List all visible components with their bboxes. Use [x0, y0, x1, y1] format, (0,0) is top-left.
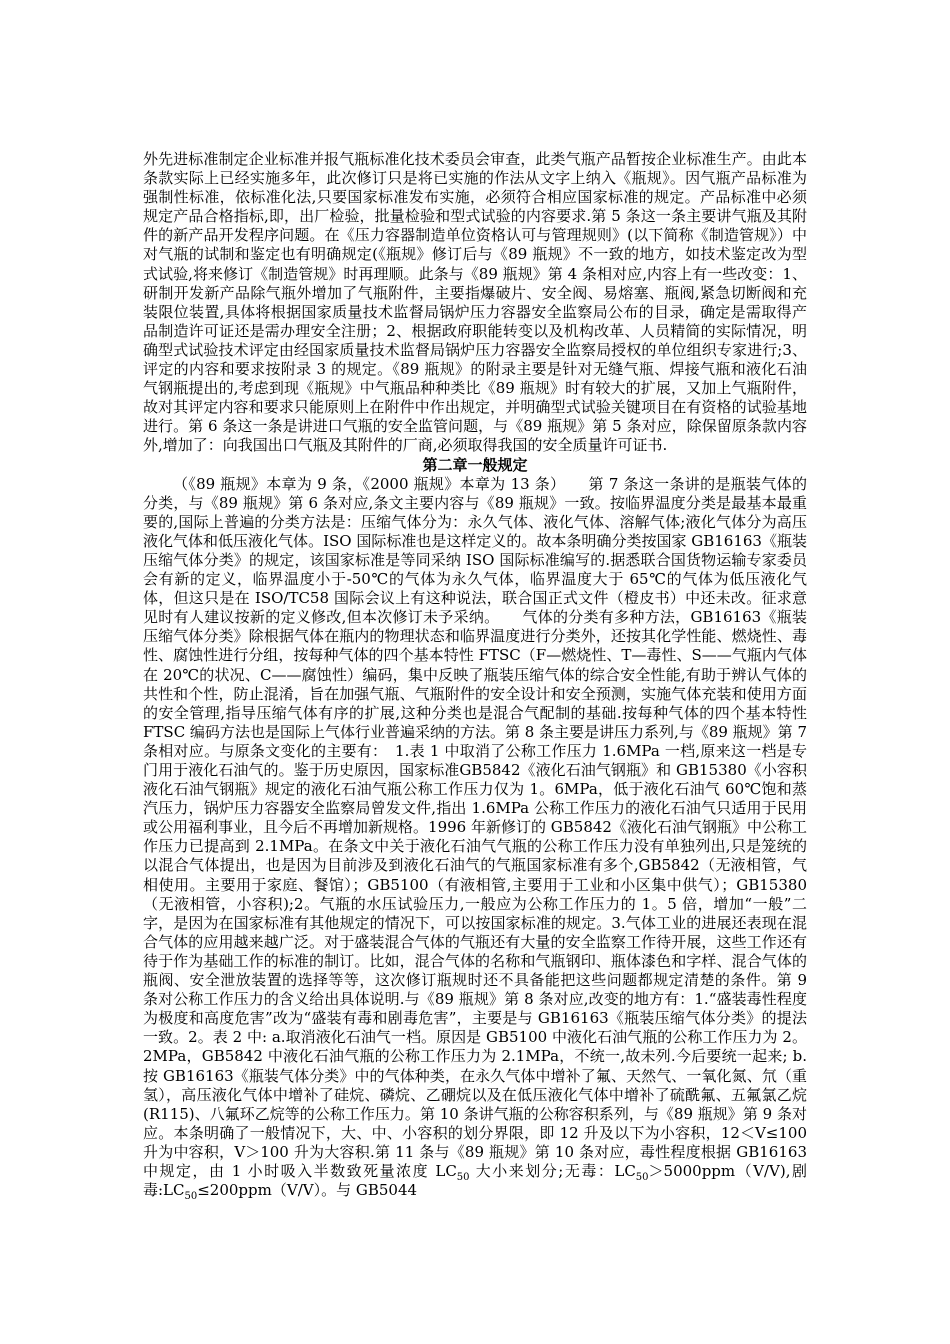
lc50-subscript-2: 50: [635, 1171, 649, 1183]
paragraph-2-text-c: ＞5000ppm（V/V),剧毒:LC: [143, 1161, 807, 1200]
document-page: [143, 150, 807, 1203]
lc50-subscript-3: 50: [184, 1191, 198, 1203]
lc50-subscript-1: 50: [456, 1171, 470, 1183]
body-paragraph-1: 外先进标准制定企业标准并报气瓶标准化技术委员会审查，此类气瓶产品暂按企业标准生产。由此本条款实际上已经实施多年，此次修订只是将已实施的作法从文字上纳入《瓶规》。因气瓶产品标准为强制性标准，依标准化法,只要国家标准发布实施，必须符合相应国家标准的规定。产品标准中必须规定产品合格指标,即，出厂检验，批量检验和型式试验的内容要求.第 5 条这一条主要讲气瓶及其附件的新产品开发程序问题。在《压力容器制造单位资格认可与管理规则》(以下简称《制造管规》）中对气瓶的试制和鉴定也有明确规定(《瓶规》修订后与《89 瓶规》不一致的地方，如技术鉴定改为型式试验,将来修订《制造管规》时再理顺。此条与《89 瓶规》第 4 条相对应,内容上有一些改变：1、研制开发新产品除气瓶外增加了气瓶附件，主要指爆破片、安全阀、易熔塞、瓶阀,紧急切断阀和充装限位装置,具体将根据国家质量技术监督局锅炉压力容器安全监察局公布的目录，确定是需取得产品制造许可证还是需办理安全注册；2、根据政府职能转变以及机构改革、人员精简的实际情况，明确型式试验技术评定由经国家质量技术监督局锅炉压力容器安全监察局授权的单位组织专家进行;3、评定的内容和要求按附录 3 的规定。《89 瓶规》的附录主要是针对无缝气瓶、焊接气瓶和液化石油气钢瓶提出的,考虑到现《瓶规》中气瓶品种种类比《89 瓶规》时有较大的扩展，又加上气瓶附件，故对其评定内容和要求只能原则上在附件中作出规定，并明确型式试验关键项目在有资格的试验基地进行。第 6 条这一条是讲进口气瓶的安全监管问题，与《89 瓶规》第 5 条对应，除保留原条款内容外,增加了：向我国出口气瓶及其附件的厂商,必须取得我国的安全质量许可证书.: [143, 150, 807, 455]
chapter-heading: 第二章一般规定: [422, 455, 528, 474]
paragraph-2-text-a: （《89 瓶规》本章为 9 条，《2000 瓶规》本章为 13 条） 第 7 条这一条讲的是瓶装气体的分类，与《89 瓶规》第 6 条对应,条文主要内容与《89 瓶规》一致。按临界温度分类是最基本最重要的,国际上普遍的分类方法是：压缩气体分为：永久气体、液化气体、溶解气体;液化气体分为高压液化气体和低压液化气体。ISO 国际标准也是这样定义的。故本条明确分类按国家 GB16163《瓶装压缩气体分类》的规定，该国家标准是等同采纳 ISO 国际标准编写的.据悉联合国货物运输专家委员会有新的定义，临界温度小于-50℃的气体为永久气体，临界温度大于 65℃的气体为低压液化气体，但这只是在 ISO/TC58 国际会议上有这种说法，联合国正式文件（橙皮书）中还未改。征求意见时有人建议按新的定义修改,但本次修订未予采纳。 气体的分类有多种方法，GB16163《瓶装压缩气体分类》除根据气体在瓶内的物理状态和临界温度进行分类外，还按其化学性能、燃烧性、毒性、腐蚀性进行分组，按每种气体的四个基本特性 FTSC（F—燃烧性、T—毒性、S——气瓶内气体在 20℃的状况、C——腐蚀性）编码，集中反映了瓶装压缩气体的综合安全性能,有助于辨认气体的共性和个性，防止混淆，旨在加强气瓶、气瓶附件的安全设计和安全预测，实施气体充装和使用方面的安全管理,指导压缩气体有序的扩展,这种分类也是混合气配制的基础.按每种气体的四个基本特性 FTSC 编码方法也是国际上气体行业普遍采纳的方法。第 8 条主要是讲压力系列,与《89 瓶规》第 7 条相对应。与原条文变化的主要有： 1.表 1 中取消了公称工作压力 1.6MPa 一档,原来这一档是专门用于液化石油气的。鉴于历史原因，国家标准GB5842《液化石油气钢瓶》和 GB15380《小容积液化石油气钢瓶》规定的液化石油气瓶公称工作压力仅为 1。6MPa，低于液化石油气 60℃饱和蒸汽压力，锅炉压力容器安全监察局曾发文件,指出 1.6MPa 公称工作压力的液化石油气只适用于民用或公用福利事业，且今后不再增加新规格。1996 年新修订的 GB5842《液化石油气钢瓶》中公称工作压力已提高到 2.1MPa。在条文中关于液化石油气气瓶的公称工作压力没有单独列出,只是笼统的以混合气体提出，也是因为目前涉及到液化石油气的气瓶国家标准有多个,GB5842（无液相管，气相使用。主要用于家庭、餐馆）；GB5100（有液相管,主要用于工业和小区集中供气）；GB15380（无液相管，小容积);2。气瓶的水压试验压力,一般应为公称工作压力的 1。5 倍，增加“一般”二字，是因为在国家标准有其他规定的情况下，可以按国家标准的规定。3.气体工业的进展还表现在混合气体的应用越来越广泛。对于盛装混合气体的气瓶还有大量的安全监察工作待开展，这些工作还有待于作为基础工作的标准的制订。比如，混合气体的名称和气瓶钢印、瓶体漆色和字样、混合气体的瓶阀、安全泄放装置的选择等等，这次修订瓶规时还不具备能把这些问题都规定清楚的条件。第 9 条对公称工作压力的含义给出具体说明.与《89 瓶规》第 8 条对应,改变的地方有：1.“盛装毒性程度为极度和高度危害”改为“盛装有毒和剧毒危害”，主要是与 GB16163《瓶装压缩气体分类》的提法一致。2。表 2 中: a.取消液化石油气一档。原因是 GB5100 中液化石油气瓶的公称工作压力为 2。2MPa，GB5842 中液化石油气瓶的公称工作压力为 2.1MPa，不统一,故未列.今后要统一起来; b.按 GB16163《瓶装气体分类》中的气体种类，在永久气体中增补了氟、天然气、一氧化氮、氘（重氢），高压液化气体中增补了硅烷、磷烷、乙硼烷以及在低压液化气体中增补了硫酰氟、五氟氯乙烷(R115)、八氟环乙烷等的公称工作压力。第 10 条讲气瓶的公称容积系列，与《89 瓶规》第 9 条对应。本条明确了一般情况下，大、中、小容积的划分界限，即 12 升及以下为小容积，12＜V≤100 升为中容积，V＞100 升为大容积.第 11 条与《89 瓶规》第 10 条对应，毒性程度根据 GB16163 中规定，由 1 小时吸入半数致死量浓度 LC: [143, 474, 807, 1180]
paragraph-2-text-d: ≤200ppm（V/V）。与 GB5044: [197, 1181, 418, 1200]
body-paragraph-2: [143, 475, 807, 1201]
paragraph-2-text-b: 大小来划分;无毒：LC: [469, 1161, 636, 1180]
